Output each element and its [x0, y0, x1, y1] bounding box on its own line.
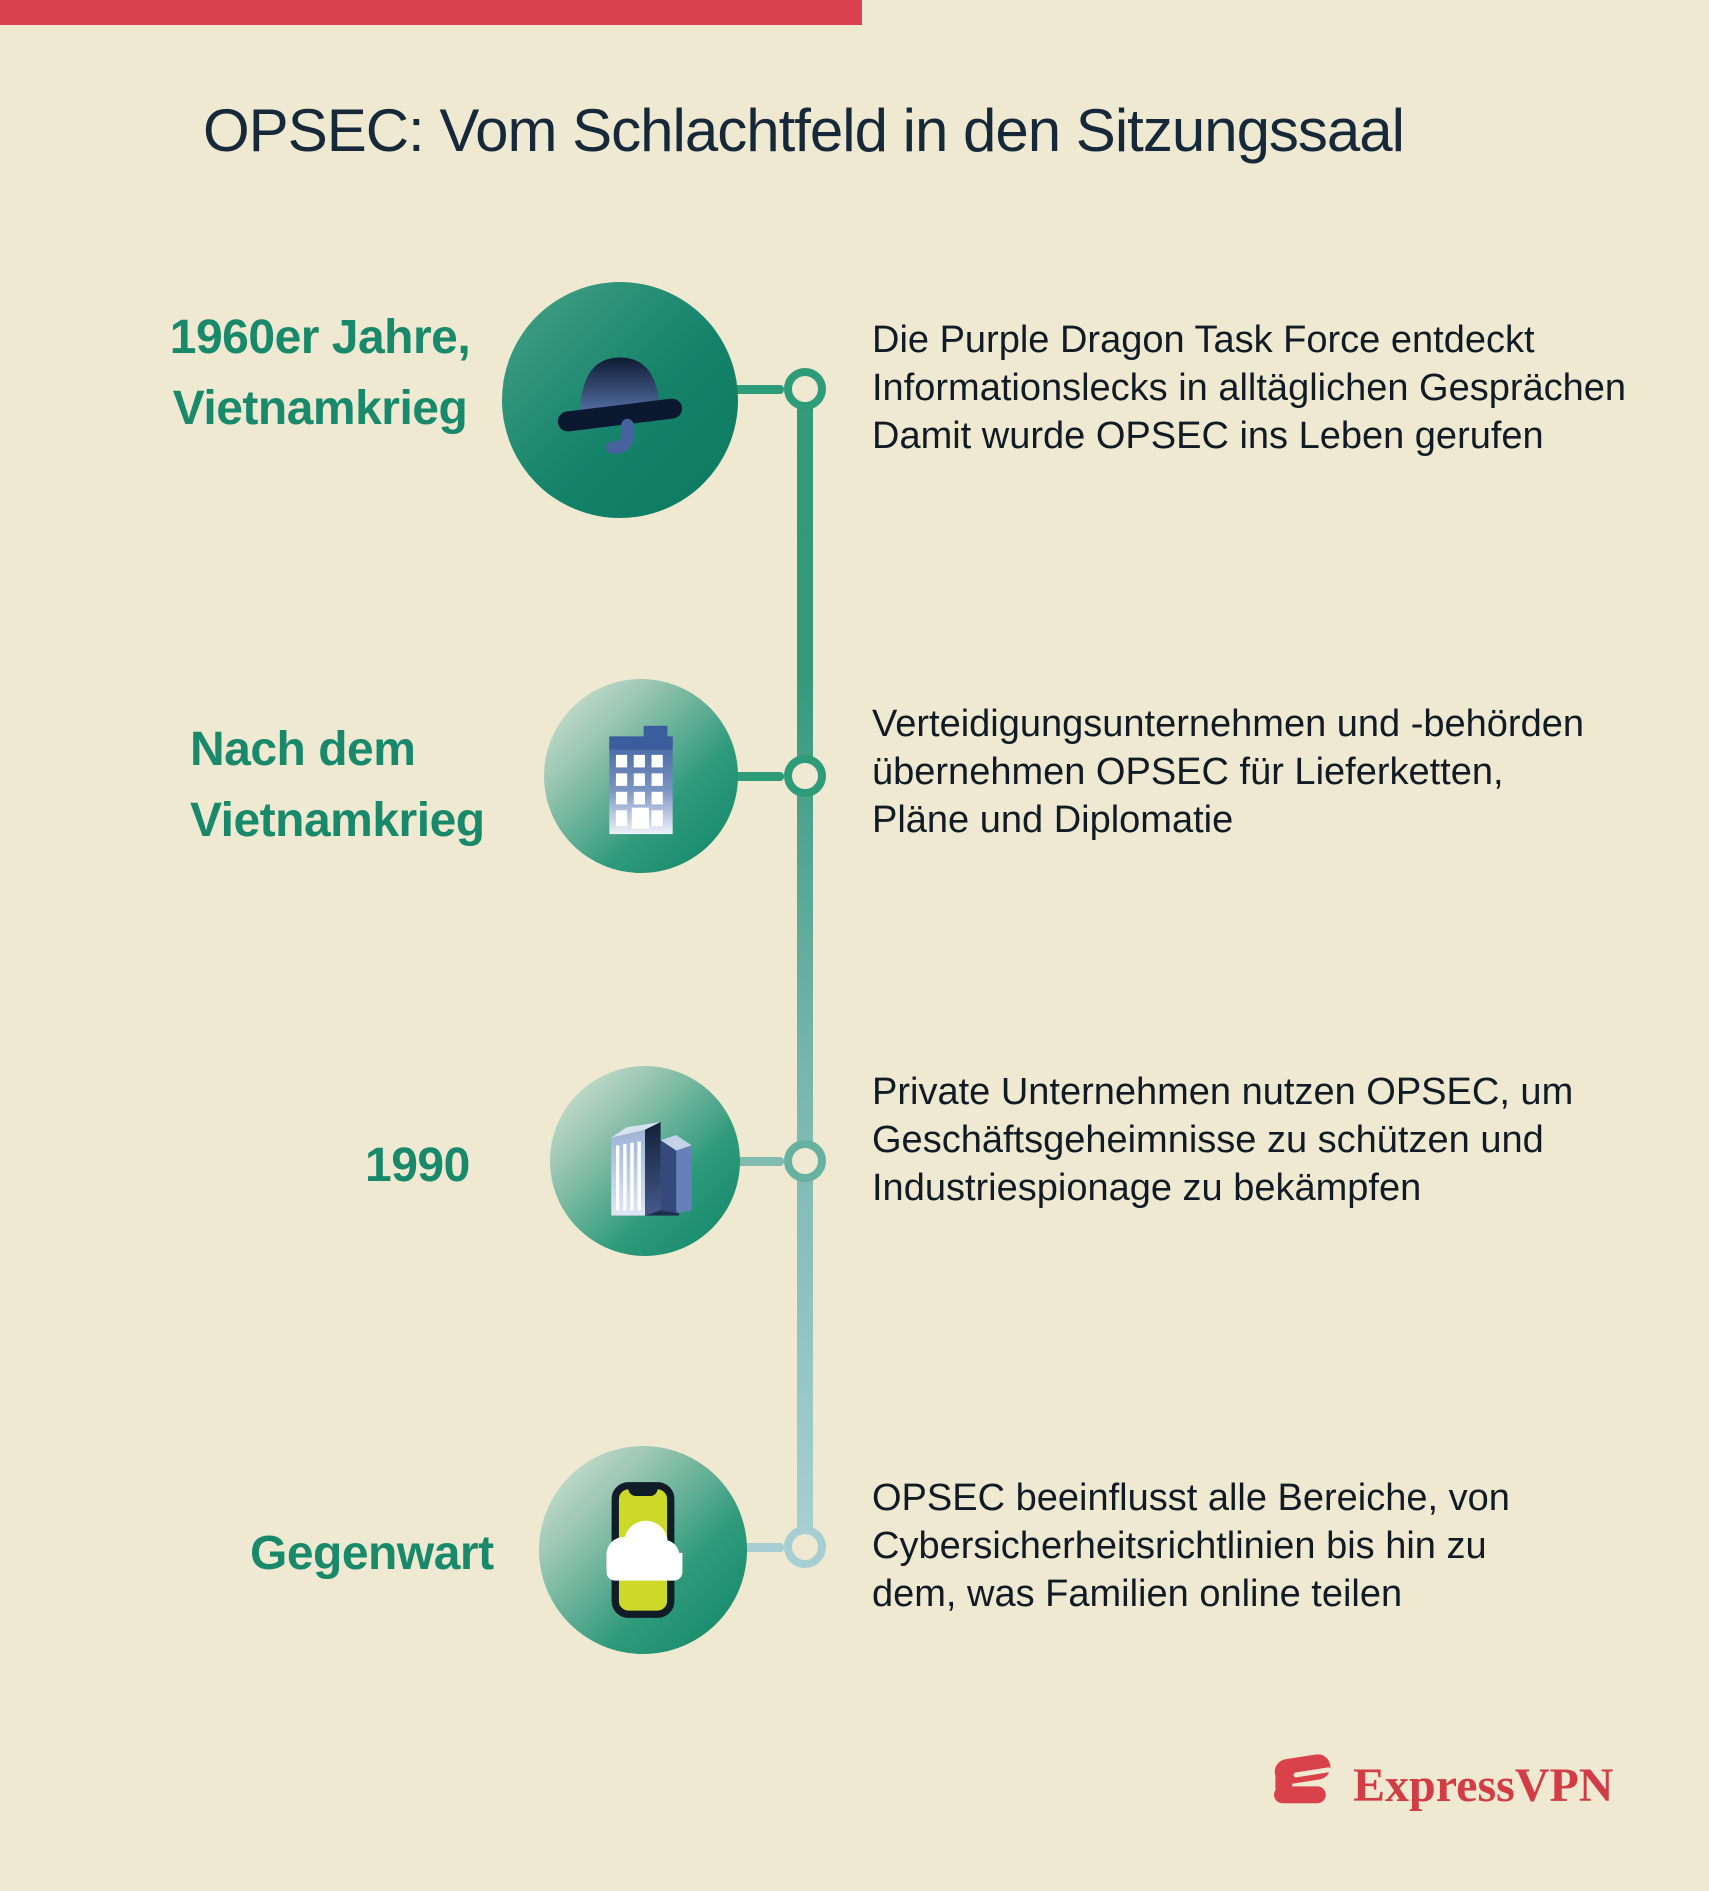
milestone-label-1960s	[150, 302, 490, 444]
brand-logo	[1267, 1750, 1613, 1820]
milestone-icon-circle	[502, 282, 738, 518]
description-line: Geschäftsgeheimnisse zu schützen und	[872, 1119, 1544, 1161]
brand-name: ExpressVPN	[1353, 1758, 1614, 1812]
label-line: Vietnamkrieg	[172, 382, 468, 435]
timeline-node-ring	[784, 1526, 826, 1568]
milestone-label-1990	[365, 1130, 470, 1201]
timeline-node-ring	[784, 368, 826, 410]
milestone-description	[872, 1068, 1707, 1212]
description-line: dem, was Familien online teilen	[872, 1573, 1403, 1615]
top-accent-bar	[0, 0, 862, 25]
description-line: Private Unternehmen nutzen OPSEC, um	[872, 1071, 1574, 1113]
description-line: Informationslecks in alltäglichen Gesprächen	[872, 367, 1627, 409]
label-line: 1990	[365, 1139, 470, 1192]
description-line: Pläne und Diplomatie	[872, 799, 1234, 841]
description-line: Damit wurde OPSEC ins Leben gerufen	[872, 415, 1544, 457]
skyscraper-icon	[580, 1096, 710, 1226]
phone-cloud-icon	[570, 1477, 716, 1623]
office-building-icon	[575, 710, 707, 842]
milestone-label-post-vietnam	[190, 714, 530, 856]
timeline-connector	[732, 385, 784, 394]
page-title: OPSEC: Vom Schlachtfeld in den Sitzungssaal	[203, 97, 1405, 164]
milestone-icon-circle	[539, 1446, 747, 1654]
label-line: Nach dem	[190, 723, 416, 776]
timeline-connector	[736, 1157, 784, 1166]
description-line: Cybersicherheitsrichtlinien bis hin zu	[872, 1525, 1487, 1567]
label-line: Vietnamkrieg	[190, 794, 485, 847]
description-line: Die Purple Dragon Task Force entdeckt	[872, 319, 1535, 361]
milestone-description	[872, 1474, 1707, 1618]
description-line: Verteidigungsunternehmen und -behörden	[872, 703, 1584, 745]
milestone-label-present	[250, 1518, 494, 1589]
timeline-node-ring	[784, 1140, 826, 1182]
timeline-connector	[732, 772, 784, 781]
description-line: OPSEC beeinflusst alle Bereiche, von	[872, 1477, 1510, 1519]
expressvpn-logomark-icon	[1267, 1752, 1337, 1818]
label-line: 1960er Jahre,	[169, 311, 471, 364]
milestone-icon-circle	[550, 1066, 740, 1256]
label-line: Gegenwart	[250, 1527, 494, 1580]
timeline-node-ring	[784, 755, 826, 797]
milestone-description	[872, 316, 1707, 460]
milestone-icon-circle	[544, 679, 738, 873]
military-helmet-icon	[545, 325, 695, 475]
timeline-line	[797, 389, 813, 1547]
description-line: übernehmen OPSEC für Lieferketten,	[872, 751, 1504, 793]
description-line: Industriespionage zu bekämpfen	[872, 1167, 1422, 1209]
milestone-description	[872, 700, 1707, 844]
